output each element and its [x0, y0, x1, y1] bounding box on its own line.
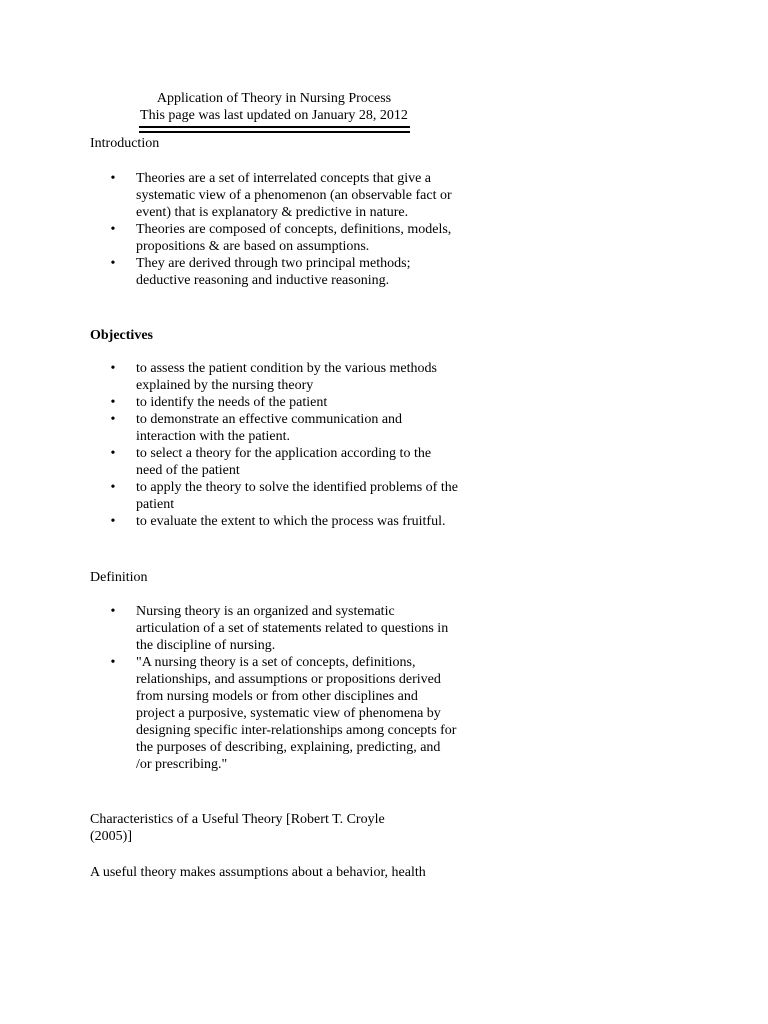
page-title: Application of Theory in Nursing Process: [156, 91, 392, 106]
list-item-text: Theories are composed of concepts, definitions, models, propositions & are based on assumptions.: [136, 222, 452, 254]
list-item-text: to apply the theory to solve the identified problems of the patient: [136, 480, 458, 512]
bullet-icon: •: [110, 412, 116, 427]
last-updated-text: This page was last updated on January 28, 2012: [140, 108, 408, 123]
introduction-list: [108, 170, 458, 289]
list-item-text: "A nursing theory is a set of concepts, definitions, relationships, and assumptions or propositions derived from nursing models or from other disciplines and project a purposive, systematic view of phenomena by designing specific inter-relationships among concepts for the purposes of describing, explaining, predicting, and /or prescribing.": [136, 655, 457, 772]
bullet-icon: •: [110, 655, 116, 670]
bullet-icon: •: [110, 395, 116, 410]
objectives-heading: Objectives: [90, 328, 153, 343]
list-item: [108, 654, 458, 773]
list-item: [108, 170, 458, 221]
list-item-text: to demonstrate an effective communication and interaction with the patient.: [136, 412, 403, 444]
characteristics-paragraph: A useful theory makes assumptions about a behavior, health: [90, 865, 426, 880]
list-item: [108, 255, 458, 289]
definition-heading: Definition: [90, 570, 148, 585]
list-item-text: to evaluate the extent to which the process was fruitful.: [136, 514, 446, 529]
list-item-text: to assess the patient condition by the various methods explained by the nursing theory: [136, 361, 437, 393]
bullet-icon: •: [110, 514, 116, 529]
list-item-text: They are derived through two principal methods; deductive reasoning and inductive reasoning.: [136, 256, 411, 288]
bullet-icon: •: [110, 480, 116, 495]
list-item: [108, 479, 458, 513]
list-item-text: to identify the needs of the patient: [136, 395, 328, 410]
bullet-icon: •: [110, 361, 116, 376]
bullet-icon: •: [110, 222, 116, 237]
characteristics-heading: Characteristics of a Useful Theory [Robert T. Croyle (2005)]: [90, 812, 385, 844]
list-item-text: Theories are a set of interrelated concepts that give a systematic view of a phenomenon (an observable fact or event) that is explanatory & predictive in nature.: [136, 171, 452, 220]
title-divider-top: [139, 126, 410, 128]
list-item: [108, 513, 458, 530]
list-item: [108, 445, 458, 479]
list-item-text: to select a theory for the application according to the need of the patient: [136, 446, 432, 478]
bullet-icon: •: [110, 256, 116, 271]
bullet-icon: •: [110, 171, 116, 186]
list-item: [108, 360, 458, 394]
list-item: [108, 394, 458, 411]
objectives-list: [108, 360, 458, 530]
list-item: [108, 603, 458, 654]
list-item: [108, 411, 458, 445]
bullet-icon: •: [110, 446, 116, 461]
list-item-text: Nursing theory is an organized and systematic articulation of a set of statements related to questions in the discipline of nursing.: [136, 604, 449, 653]
introduction-heading: Introduction: [90, 136, 160, 151]
definition-list: [108, 603, 458, 773]
bullet-icon: •: [110, 604, 116, 619]
list-item: [108, 221, 458, 255]
title-divider-bottom: [139, 131, 410, 133]
